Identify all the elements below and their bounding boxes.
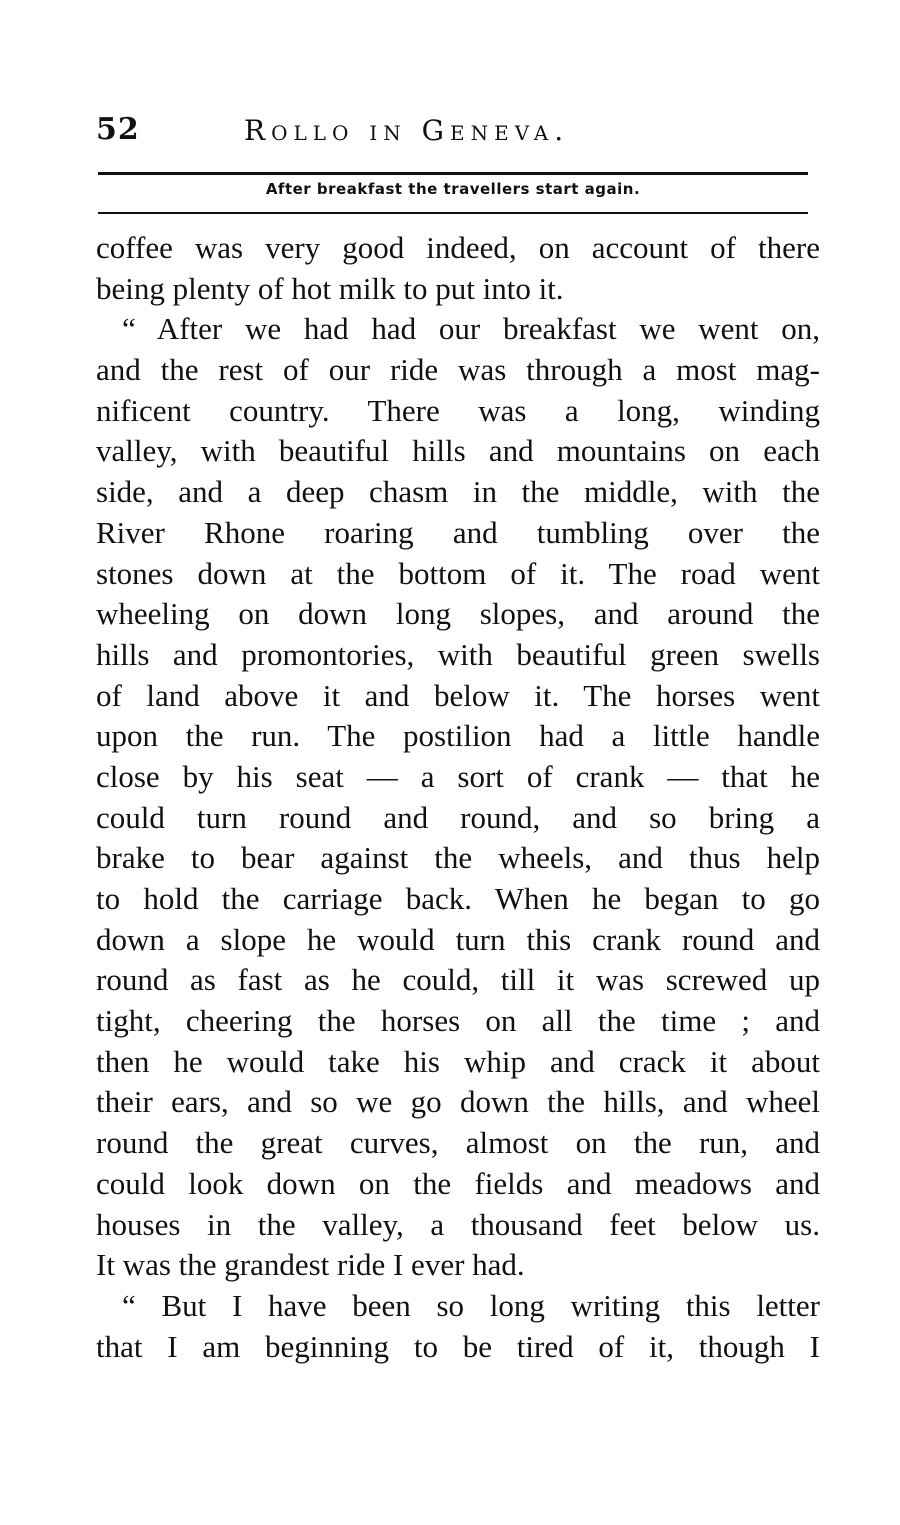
text-line: side, and a deep chasm in the middle, with the: [96, 474, 820, 510]
text-line: being plenty of hot milk to put into it.: [96, 270, 564, 306]
page-header: [96, 112, 816, 152]
text-line: that I am beginning to be tired of it, though I: [96, 1328, 820, 1364]
text-line: wheeling on down long slopes, and around the: [96, 596, 820, 632]
text-line: “ After we had had our breakfast we went on,: [122, 311, 820, 347]
body-text: [96, 228, 820, 1367]
text-line: down a slope he would turn this crank round and: [96, 921, 820, 957]
text-line: upon the run. The postilion had a little handle: [96, 718, 820, 754]
text-line: brake to bear against the wheels, and thus help: [96, 840, 820, 876]
text-line: coffee was very good indeed, on account of there: [96, 230, 820, 265]
text-line: close by his seat — a sort of crank — that he: [96, 758, 820, 794]
section-subtitle: After breakfast the travellers start again.: [265, 180, 641, 198]
text-line: and the rest of our ride was through a most mag-: [96, 352, 820, 388]
running-title: Rollo in Geneva.: [244, 114, 570, 147]
text-line: round the great curves, almost on the run, and: [96, 1125, 820, 1161]
header-rule-bottom: [98, 212, 808, 214]
page-number: 52: [96, 112, 140, 147]
text-line: their ears, and so we go down the hills, and wheel: [96, 1084, 820, 1120]
text-line: round as fast as he could, till it was screwed up: [96, 962, 820, 998]
text-line: River Rhone roaring and tumbling over the: [96, 514, 820, 550]
text-line: hills and promontories, with beautiful green swells: [96, 636, 820, 672]
header-rule-top: [98, 172, 808, 175]
text-line: could turn round and round, and so bring a: [96, 799, 820, 835]
text-line: It was the grandest ride I ever had.: [96, 1247, 525, 1283]
text-line: houses in the valley, a thousand feet below us.: [96, 1206, 820, 1242]
text-line: to hold the carriage back. When he began to go: [96, 881, 820, 916]
text-line: stones down at the bottom of it. The road went: [96, 555, 820, 591]
text-line: of land above it and below it. The horses went: [96, 677, 820, 713]
text-line: tight, cheering the horses on all the time ; and: [96, 1003, 820, 1039]
text-line: could look down on the fields and meadows and: [96, 1165, 820, 1201]
text-line: valley, with beautiful hills and mountains on each: [96, 433, 820, 469]
text-line: then he would take his whip and crack it about: [96, 1043, 820, 1079]
text-line: “ But I have been so long writing this letter: [122, 1287, 820, 1323]
text-line: nificent country. There was a long, winding: [96, 392, 820, 428]
